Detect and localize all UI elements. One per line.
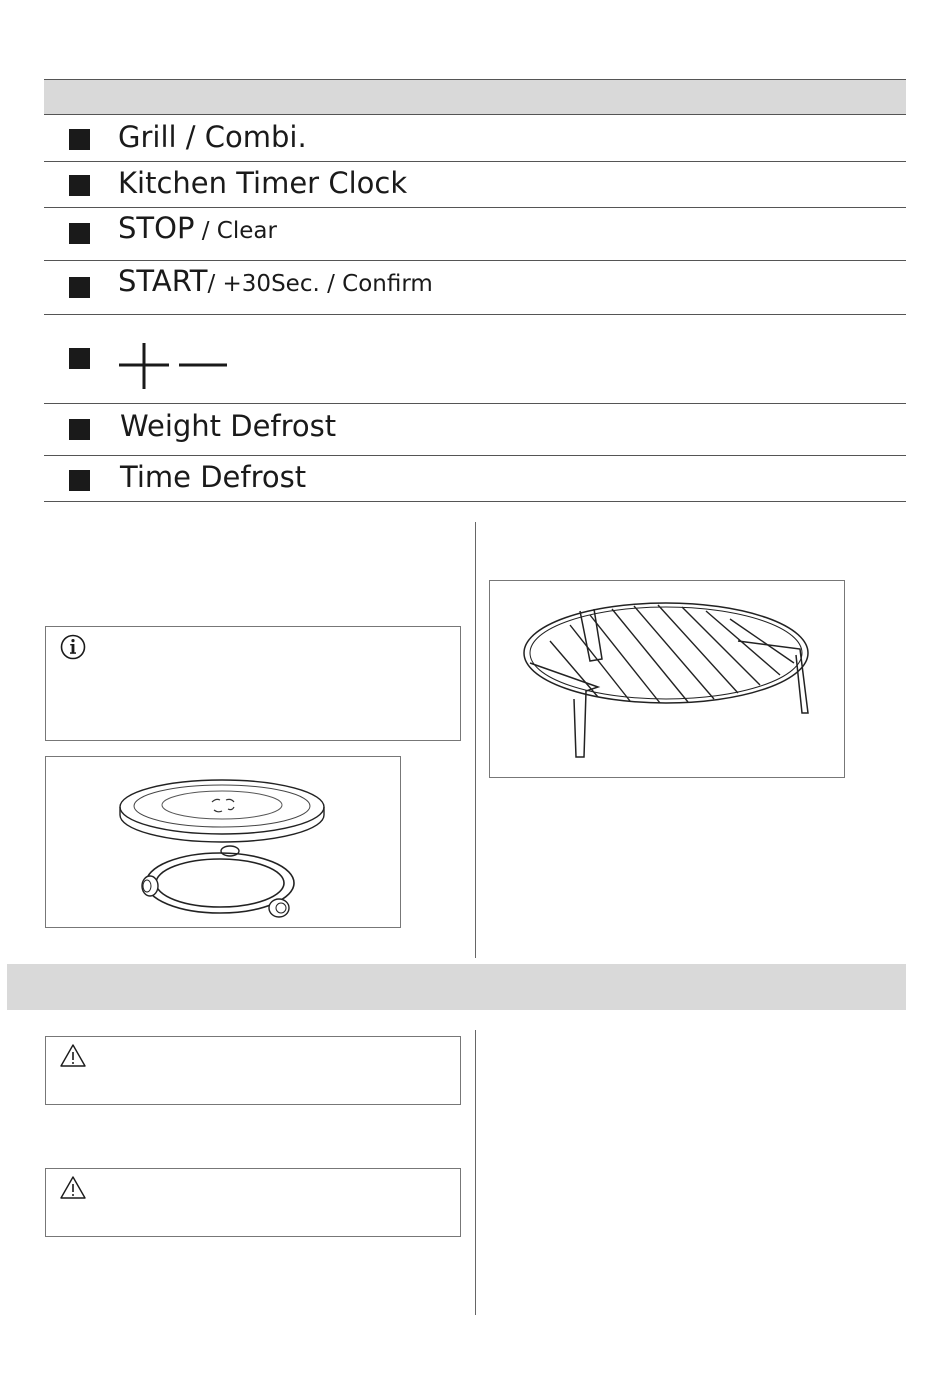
control-row-stop-clear (44, 208, 906, 261)
control-label: Grill / Combi. (118, 120, 307, 154)
warning-icon (59, 1043, 87, 1069)
row-bullet (69, 129, 90, 150)
row-bullet (69, 223, 90, 244)
row-bullet (69, 470, 90, 491)
column-divider (475, 522, 476, 958)
control-row-weight-defrost (44, 404, 906, 456)
control-row-time-defrost (44, 456, 906, 502)
warning-icon (59, 1175, 87, 1201)
controls-table-header (44, 79, 906, 115)
grill-rack-drawing (490, 581, 844, 777)
control-label-main: STOP (118, 211, 195, 245)
control-row-kitchen-timer (44, 162, 906, 208)
control-label-suffix: / Clear (194, 218, 277, 244)
control-label (118, 211, 277, 245)
control-label-suffix: / +30Sec. / Confirm (207, 271, 433, 297)
control-label: Weight Defrost (120, 409, 337, 443)
turntable-drawing (46, 757, 400, 927)
info-icon (59, 633, 87, 661)
section-header-band (7, 964, 906, 1010)
control-row-grill-combi (44, 115, 906, 162)
column-divider (475, 1030, 476, 1315)
row-bullet (69, 175, 90, 196)
row-bullet (69, 348, 90, 369)
control-label: Kitchen Timer Clock (118, 166, 408, 200)
warning-note-box (45, 1168, 461, 1237)
control-label: Time Defrost (120, 460, 307, 494)
grill-rack-illustration (489, 580, 845, 778)
control-label-main: START (118, 264, 208, 298)
control-row-plus-minus (44, 315, 906, 404)
warning-note-box (45, 1036, 461, 1105)
row-bullet (69, 277, 90, 298)
turntable-illustration (45, 756, 401, 928)
control-label (118, 264, 433, 298)
control-row-start-confirm (44, 261, 906, 315)
info-note-box (45, 626, 461, 741)
row-bullet (69, 419, 90, 440)
minus-icon (178, 341, 228, 391)
